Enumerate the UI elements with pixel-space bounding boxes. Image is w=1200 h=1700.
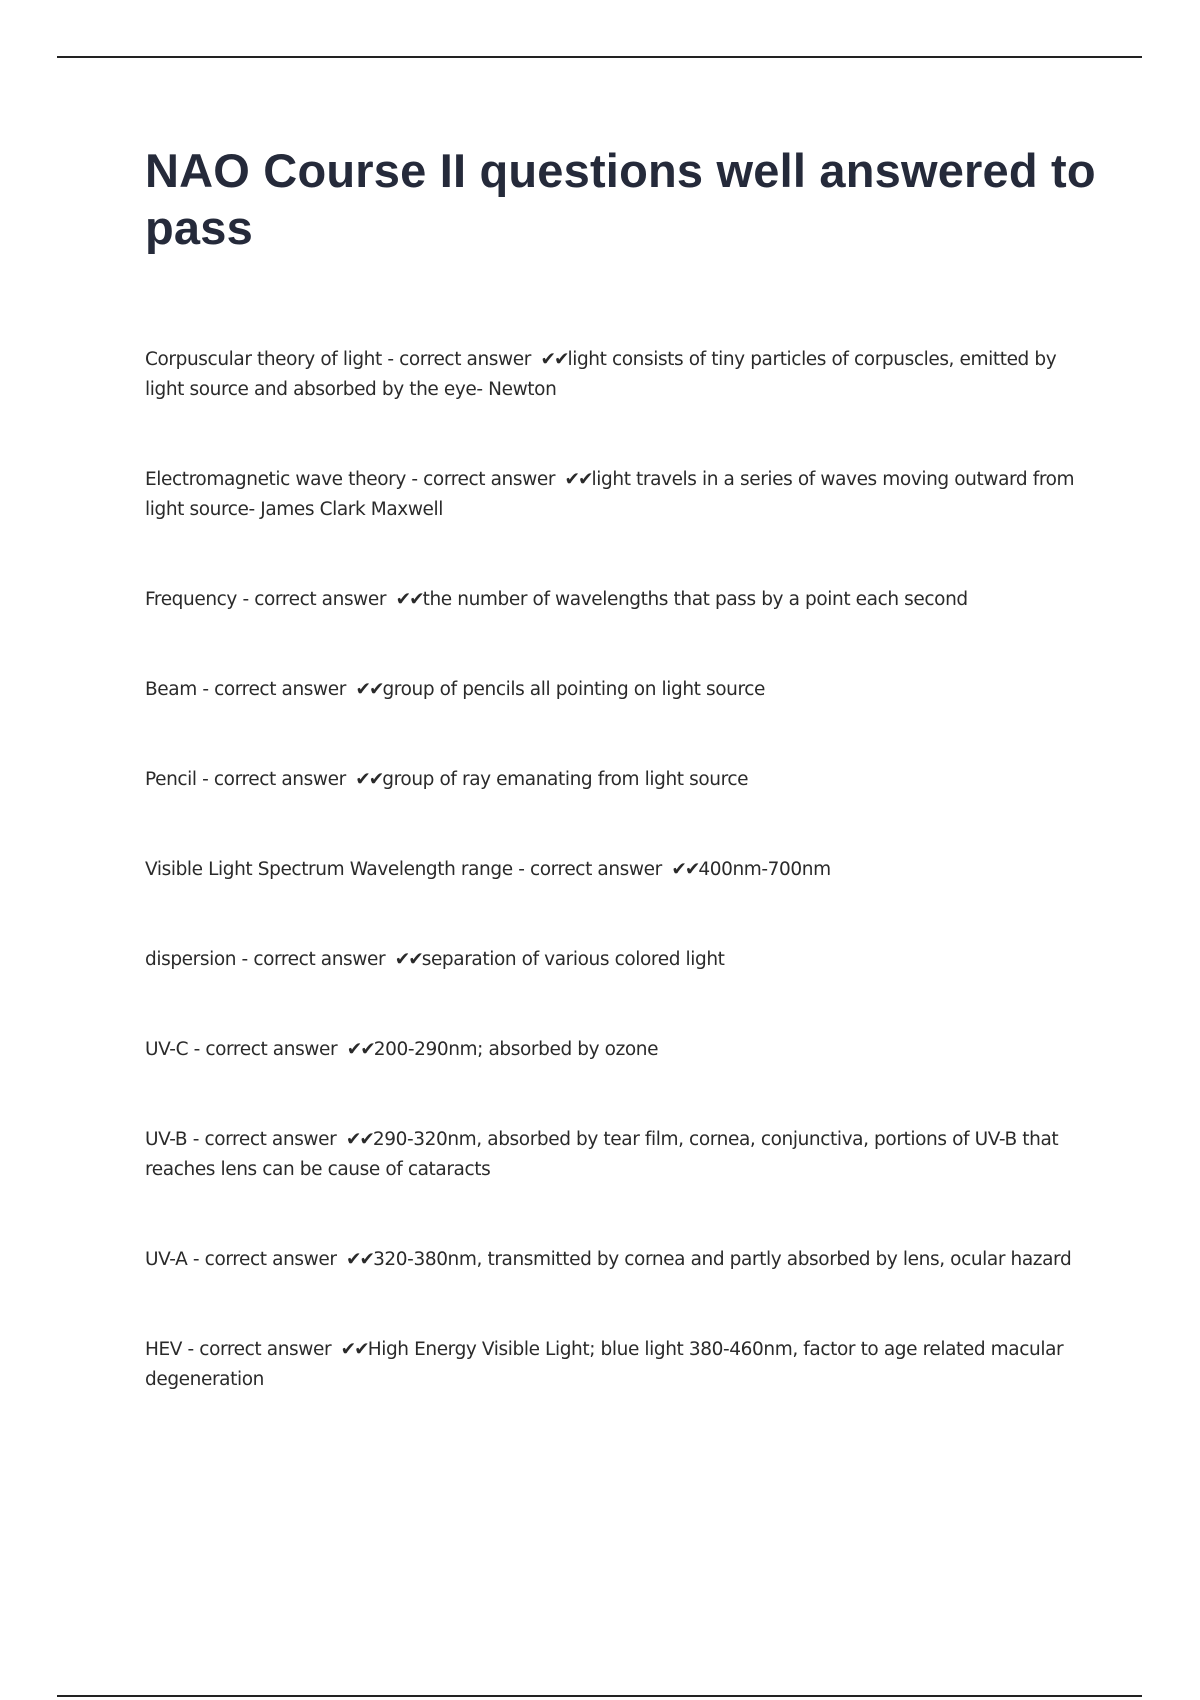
check-mark-icon: ✔✔ bbox=[395, 589, 423, 610]
check-mark-icon: ✔✔ bbox=[355, 679, 383, 700]
qa-answer: separation of various colored light bbox=[421, 949, 725, 970]
qa-term: HEV bbox=[145, 1339, 183, 1360]
qa-item bbox=[145, 675, 1090, 705]
qa-term: Visible Light Spectrum Wavelength range bbox=[145, 859, 513, 880]
qa-answer: 200-290nm; absorbed by ozone bbox=[373, 1039, 659, 1060]
qa-item bbox=[145, 465, 1090, 525]
qa-separator: - correct answer bbox=[188, 1039, 343, 1060]
qa-item bbox=[145, 585, 1090, 615]
qa-separator: - correct answer bbox=[405, 469, 561, 490]
qa-separator: - correct answer bbox=[196, 769, 352, 790]
qa-answer: light travels in a series of waves moving outward from light source- James Clark Maxwell bbox=[145, 469, 1075, 520]
check-mark-icon: ✔✔ bbox=[345, 1129, 373, 1150]
qa-item bbox=[145, 345, 1090, 405]
check-mark-icon: ✔✔ bbox=[540, 349, 568, 370]
qa-answer: 320-380nm, transmitted by cornea and partly absorbed by lens, ocular hazard bbox=[373, 1249, 1072, 1270]
top-divider bbox=[57, 56, 1142, 58]
qa-term: Frequency bbox=[145, 589, 237, 610]
page-title: NAO Course II questions well answered to pass bbox=[145, 144, 1096, 254]
qa-term: Corpuscular theory of light bbox=[145, 349, 382, 370]
qa-term: Beam bbox=[145, 679, 197, 700]
check-mark-icon: ✔✔ bbox=[394, 949, 422, 970]
qa-answer: 400nm-700nm bbox=[698, 859, 831, 880]
qa-answer: the number of wavelengths that pass by a point each second bbox=[422, 589, 968, 610]
qa-separator: - correct answer bbox=[512, 859, 668, 880]
qa-term: UV-C bbox=[145, 1039, 189, 1060]
qa-item bbox=[145, 1245, 1090, 1275]
qa-item bbox=[145, 1125, 1090, 1185]
qa-answer: group of pencils all pointing on light source bbox=[382, 679, 766, 700]
qa-separator: - correct answer bbox=[182, 1339, 337, 1360]
qa-term: Electromagnetic wave theory bbox=[145, 469, 406, 490]
qa-list bbox=[145, 345, 1090, 1455]
check-mark-icon: ✔✔ bbox=[564, 469, 592, 490]
check-mark-icon: ✔✔ bbox=[340, 1339, 368, 1360]
check-mark-icon: ✔✔ bbox=[346, 1039, 374, 1060]
qa-separator: - correct answer bbox=[381, 349, 537, 370]
qa-separator: - correct answer bbox=[187, 1249, 343, 1270]
qa-term: dispersion bbox=[145, 949, 237, 970]
qa-item bbox=[145, 945, 1090, 975]
qa-item bbox=[145, 1035, 1090, 1065]
check-mark-icon: ✔✔ bbox=[346, 1249, 374, 1270]
qa-item bbox=[145, 765, 1090, 795]
qa-answer: High Energy Visible Light; blue light 380-460nm, factor to age related macular degeneration bbox=[145, 1339, 1064, 1390]
qa-item bbox=[145, 1335, 1090, 1395]
check-mark-icon: ✔✔ bbox=[355, 769, 383, 790]
qa-term: UV-B bbox=[145, 1129, 188, 1150]
qa-answer: 290-320nm, absorbed by tear film, cornea, conjunctiva, portions of UV-B that reaches lens can be cause of cataracts bbox=[145, 1129, 1059, 1180]
qa-separator: - correct answer bbox=[187, 1129, 342, 1150]
qa-term: Pencil bbox=[145, 769, 197, 790]
qa-separator: - correct answer bbox=[196, 679, 352, 700]
qa-answer: light consists of tiny particles of corpuscles, emitted by light source and absorbed by the eye- Newton bbox=[145, 349, 1057, 400]
check-mark-icon: ✔✔ bbox=[671, 859, 699, 880]
qa-separator: - correct answer bbox=[236, 589, 392, 610]
bottom-divider bbox=[57, 1695, 1142, 1697]
qa-separator: - correct answer bbox=[236, 949, 391, 970]
qa-answer: group of ray emanating from light source bbox=[382, 769, 749, 790]
qa-item bbox=[145, 855, 1090, 885]
qa-term: UV-A bbox=[145, 1249, 188, 1270]
